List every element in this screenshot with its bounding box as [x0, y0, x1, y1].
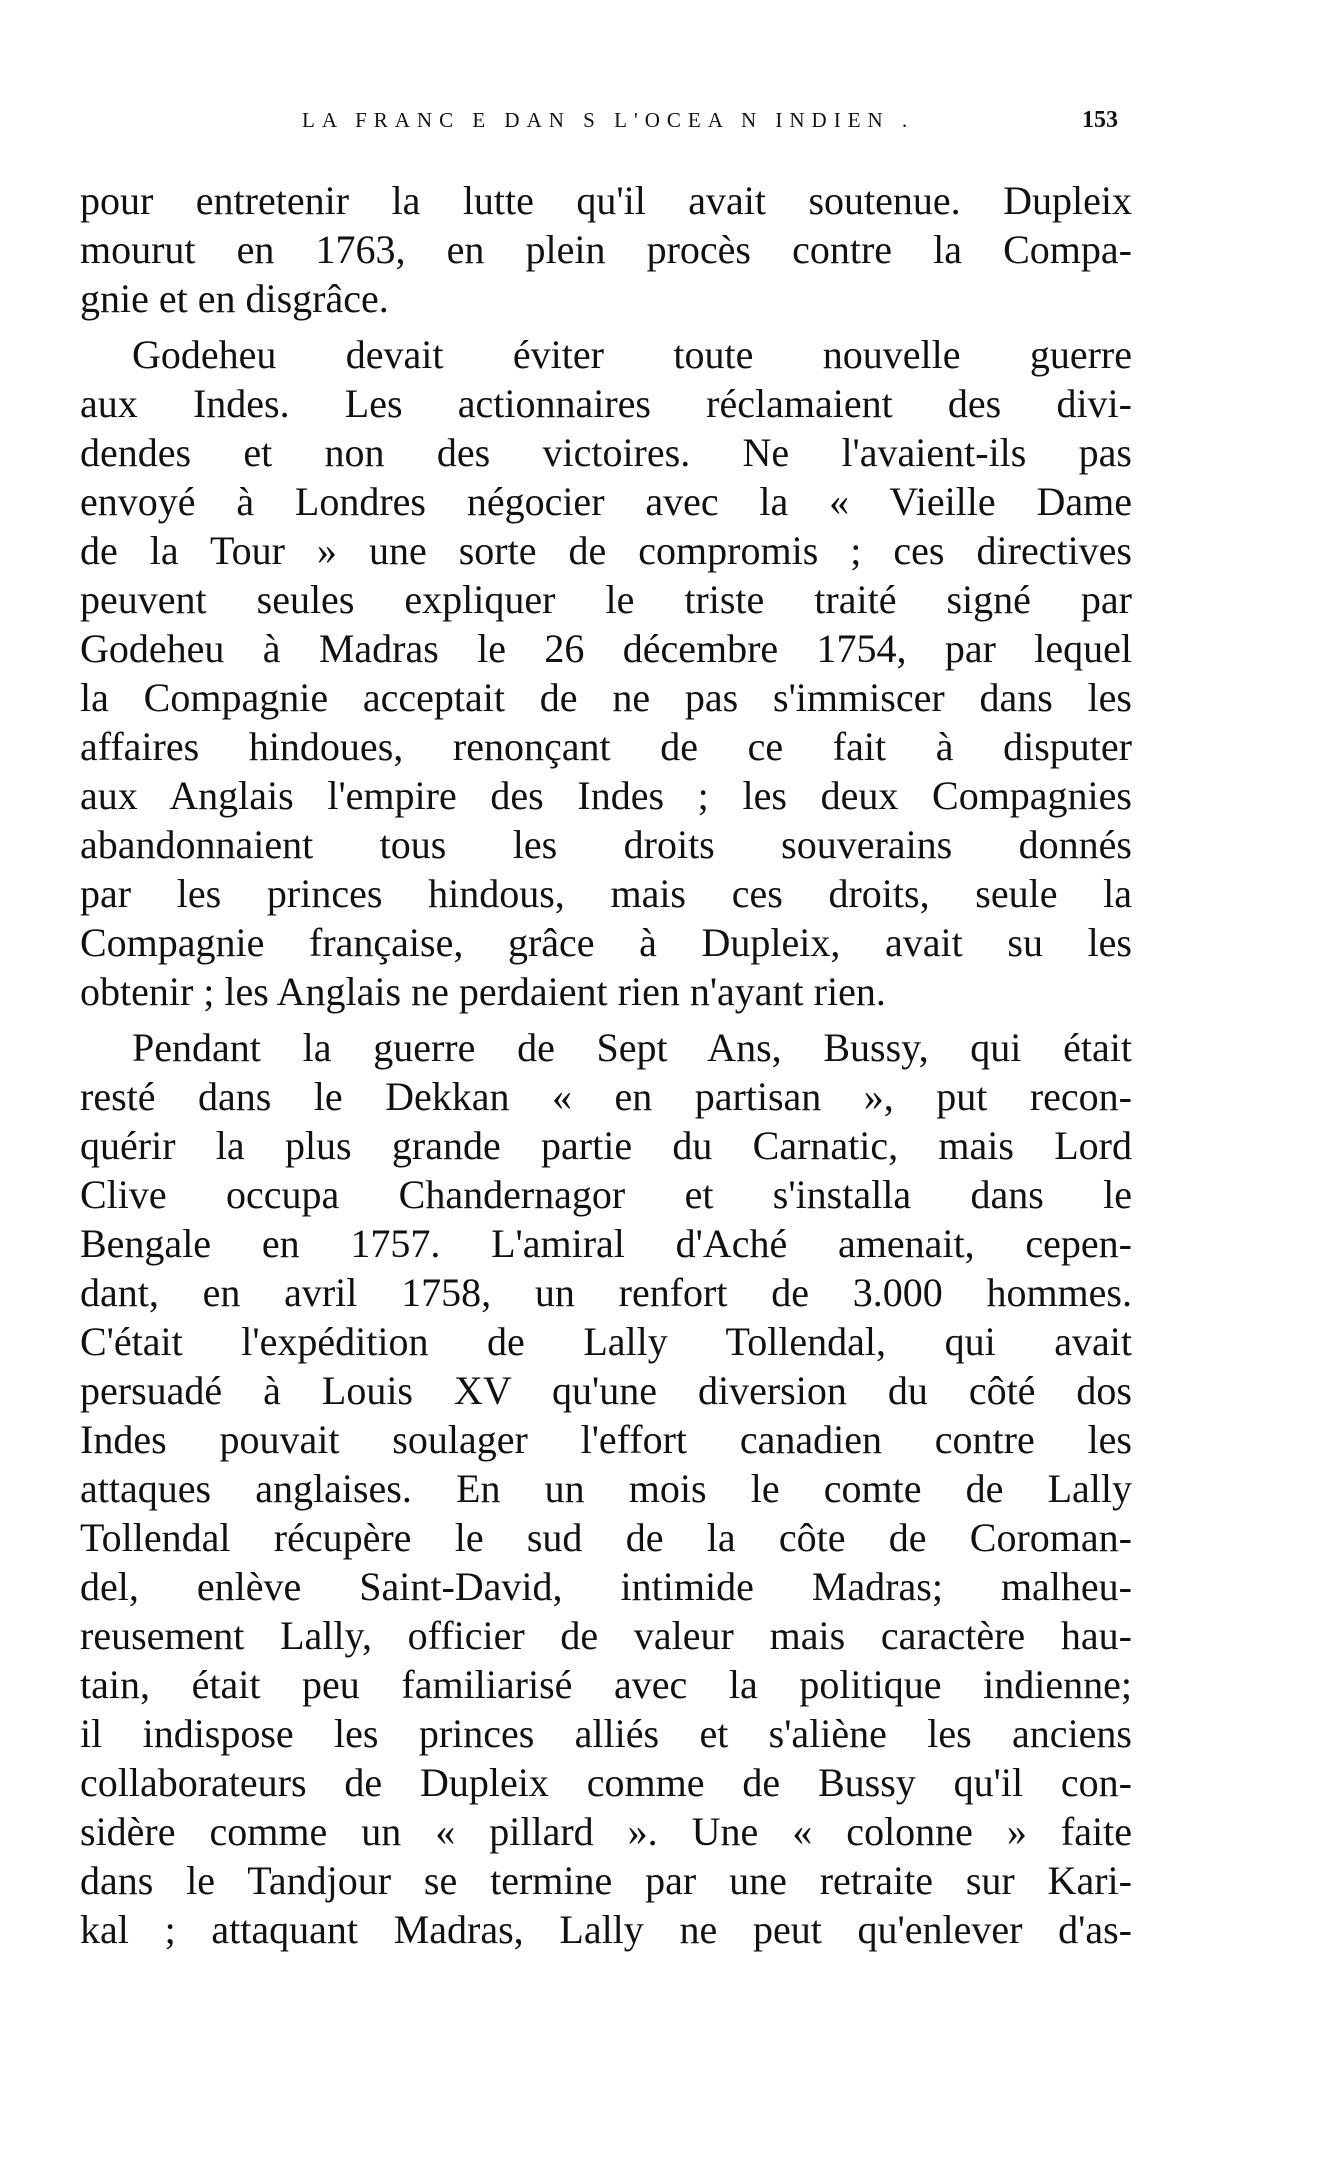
text-line: kal ; attaquant Madras, Lally ne peut qu'enlever d'as-	[80, 1907, 1132, 1952]
paragraph	[80, 330, 1132, 1016]
text-line: envoyé à Londres négocier avec la « Vieille Dame	[80, 479, 1132, 524]
text-line: dant, en avril 1758, un renfort de 3.000 hommes.	[80, 1270, 1132, 1315]
running-head	[0, 104, 1337, 136]
text-line: resté dans le Dekkan « en partisan », put recon-	[80, 1074, 1132, 1119]
text-line: aux Indes. Les actionnaires réclamaient des divi-	[80, 381, 1132, 426]
text-line: Clive occupa Chandernagor et s'installa dans le	[80, 1172, 1132, 1217]
text-line: Compagnie française, grâce à Dupleix, avait su les	[80, 920, 1132, 965]
text-line: Godeheu devait éviter toute nouvelle guerre	[132, 332, 1132, 377]
text-line: persuadé à Louis XV qu'une diversion du côté dos	[80, 1368, 1132, 1413]
text-line: peuvent seules expliquer le triste traité signé par	[80, 577, 1132, 622]
text-line: Pendant la guerre de Sept Ans, Bussy, qui était	[132, 1025, 1132, 1070]
running-head-title: LA FRANC E DAN S L'OCEA N INDIEN .	[302, 108, 915, 132]
paragraph	[80, 176, 1132, 323]
text-line: reusement Lally, officier de valeur mais caractère hau-	[80, 1613, 1132, 1658]
body-text	[80, 176, 1132, 1954]
paragraph-gap	[80, 323, 1132, 330]
text-line: Tollendal récupère le sud de la côte de Coroman-	[80, 1515, 1132, 1560]
text-line: sidère comme un « pillard ». Une « colonne » faite	[80, 1809, 1132, 1854]
text-line: C'était l'expédition de Lally Tollendal, qui avait	[80, 1319, 1132, 1364]
text-line: gnie et en disgrâce.	[80, 276, 389, 321]
text-line: obtenir ; les Anglais ne perdaient rien n'ayant rien.	[80, 969, 886, 1014]
text-line: dendes et non des victoires. Ne l'avaient-ils pas	[80, 430, 1132, 475]
text-line: mourut en 1763, en plein procès contre la Compa-	[80, 227, 1132, 272]
text-line: quérir la plus grande partie du Carnatic, mais Lord	[80, 1123, 1132, 1168]
text-line: attaques anglaises. En un mois le comte de Lally	[80, 1466, 1132, 1511]
paragraph	[80, 1023, 1132, 1954]
text-line: collaborateurs de Dupleix comme de Bussy qu'il con-	[80, 1760, 1132, 1805]
page-number: 153	[1082, 107, 1118, 133]
text-line: la Compagnie acceptait de ne pas s'immiscer dans les	[80, 675, 1132, 720]
text-line: par les princes hindous, mais ces droits, seule la	[80, 871, 1132, 916]
text-line: Indes pouvait soulager l'effort canadien contre les	[80, 1417, 1132, 1462]
text-line: dans le Tandjour se termine par une retraite sur Kari-	[80, 1858, 1132, 1903]
text-line: pour entretenir la lutte qu'il avait soutenue. Dupleix	[80, 178, 1132, 223]
text-line: abandonnaient tous les droits souverains donnés	[80, 822, 1132, 867]
text-line: Godeheu à Madras le 26 décembre 1754, par lequel	[80, 626, 1132, 671]
text-line: il indispose les princes alliés et s'aliène les anciens	[80, 1711, 1132, 1756]
text-line: Bengale en 1757. L'amiral d'Aché amenait, cepen-	[80, 1221, 1132, 1266]
text-line: tain, était peu familiarisé avec la politique indienne;	[80, 1662, 1132, 1707]
text-line: aux Anglais l'empire des Indes ; les deux Compagnies	[80, 773, 1132, 818]
text-line: del, enlève Saint-David, intimide Madras; malheu-	[80, 1564, 1132, 1609]
paragraph-gap	[80, 1016, 1132, 1023]
text-line: affaires hindoues, renonçant de ce fait à disputer	[80, 724, 1132, 769]
text-line: de la Tour » une sorte de compromis ; ces directives	[80, 528, 1132, 573]
